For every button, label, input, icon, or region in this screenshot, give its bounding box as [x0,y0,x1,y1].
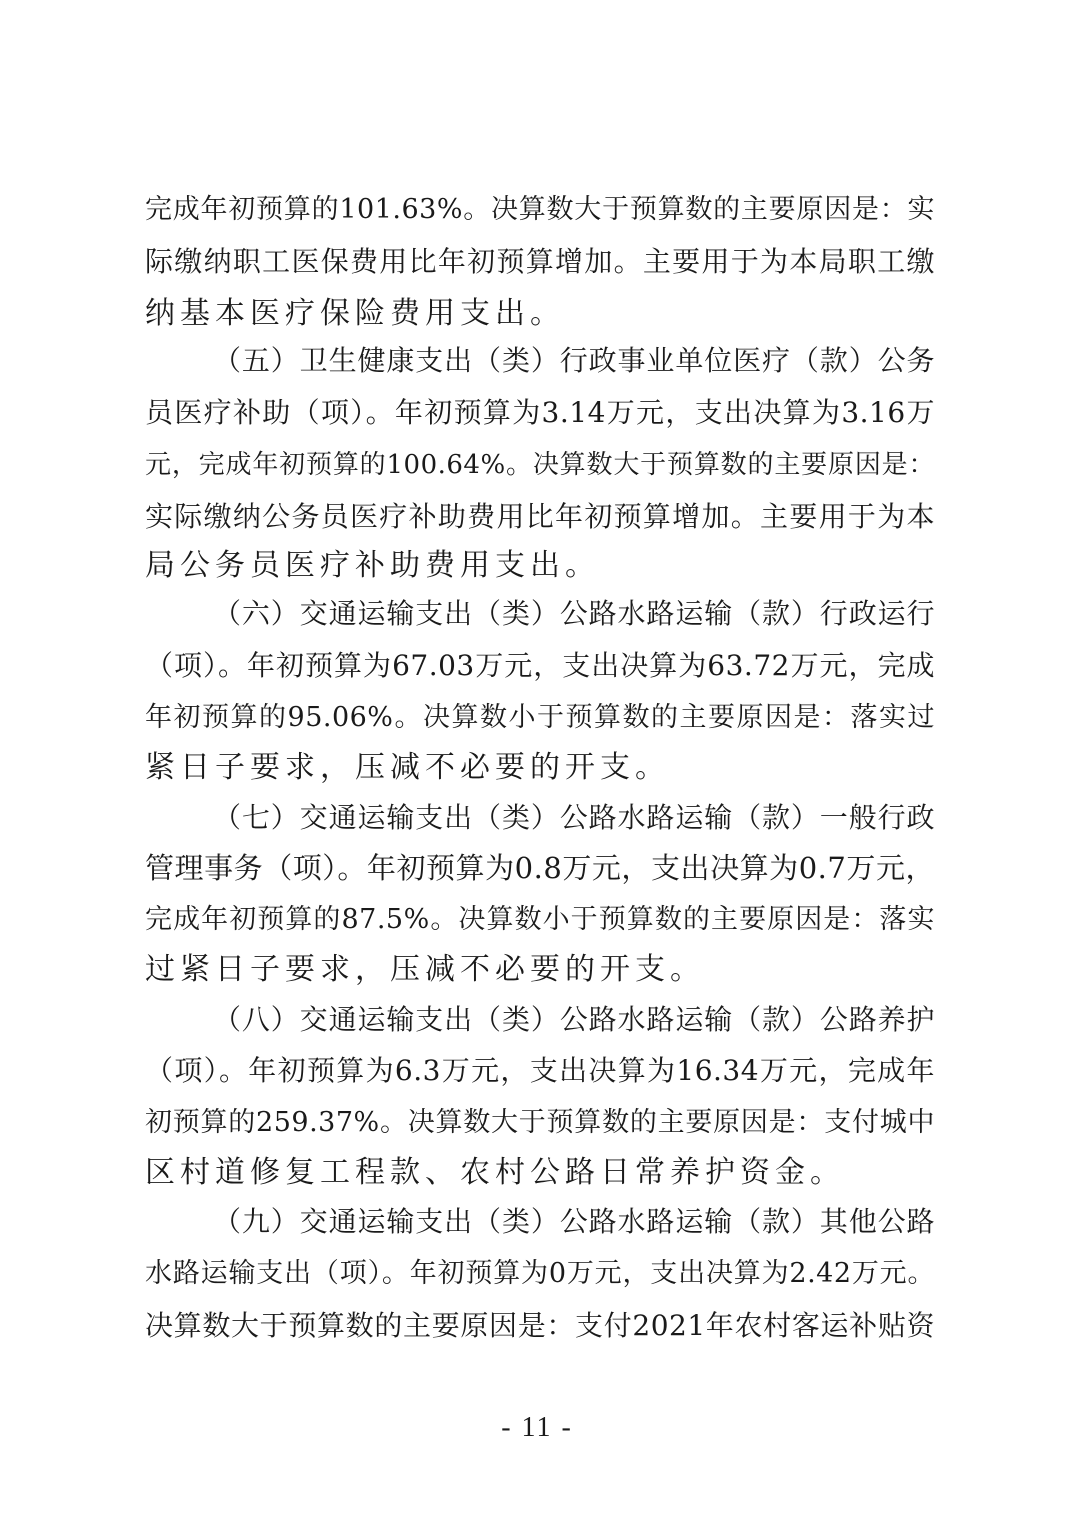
text-line: （项）。年初预算为67.03万元，支出决算为63.72万元，完成 [145,649,935,682]
text-line: （六）交通运输支出（类）公路水路运输（款）行政运行 [213,597,935,630]
text-line: （五）卫生健康支出（类）行政事业单位医疗（款）公务 [213,344,935,377]
text-line: 初预算的259.37%。决算数大于预算数的主要原因是：支付城中 [145,1107,935,1138]
text-line: 管理事务（项）。年初预算为0.8万元，支出决算为0.7万元， [145,851,935,885]
text-line: 完成年初预算的101.63%。决算数大于预算数的主要原因是：实 [145,194,935,225]
text-line: 区村道修复工程款、农村公路日常养护资金。 [145,1155,845,1190]
text-line: 局公务员医疗补助费用支出。 [145,548,600,583]
text-line: 际缴纳职工医保费用比年初预算增加。主要用于为本局职工缴 [145,245,935,278]
text-line: （八）交通运输支出（类）公路水路运输（款）公路养护 [213,1003,935,1036]
text-line: 员医疗补助（项）。年初预算为3.14万元，支出决算为3.16万 [145,396,935,429]
text-line: 实际缴纳公务员医疗补助费用比年初预算增加。主要用于为本 [145,500,935,533]
text-line: 紧日子要求，压减不必要的开支。 [145,750,670,785]
text-line: 元，完成年初预算的100.64%。决算数大于预算数的主要原因是： [145,450,935,480]
text-line: （七）交通运输支出（类）公路水路运输（款）一般行政 [213,801,935,834]
text-line: 过紧日子要求，压减不必要的开支。 [145,952,705,987]
text-line: （九）交通运输支出（类）公路水路运输（款）其他公路 [213,1205,935,1238]
page-number: - 11 - [501,1412,573,1443]
text-line: 纳基本医疗保险费用支出。 [145,296,565,331]
text-line: 完成年初预算的87.5%。决算数小于预算数的主要原因是：落实 [145,904,935,935]
text-line: 年初预算的95.06%。决算数小于预算数的主要原因是：落实过 [145,702,935,733]
text-line: 决算数大于预算数的主要原因是：支付2021年农村客运补贴资 [145,1309,935,1342]
text-line: （项）。年初预算为6.3万元，支出决算为16.34万元，完成年 [145,1054,935,1087]
text-line: 水路运输支出（项）。年初预算为0万元，支出决算为2.42万元。 [145,1258,935,1289]
